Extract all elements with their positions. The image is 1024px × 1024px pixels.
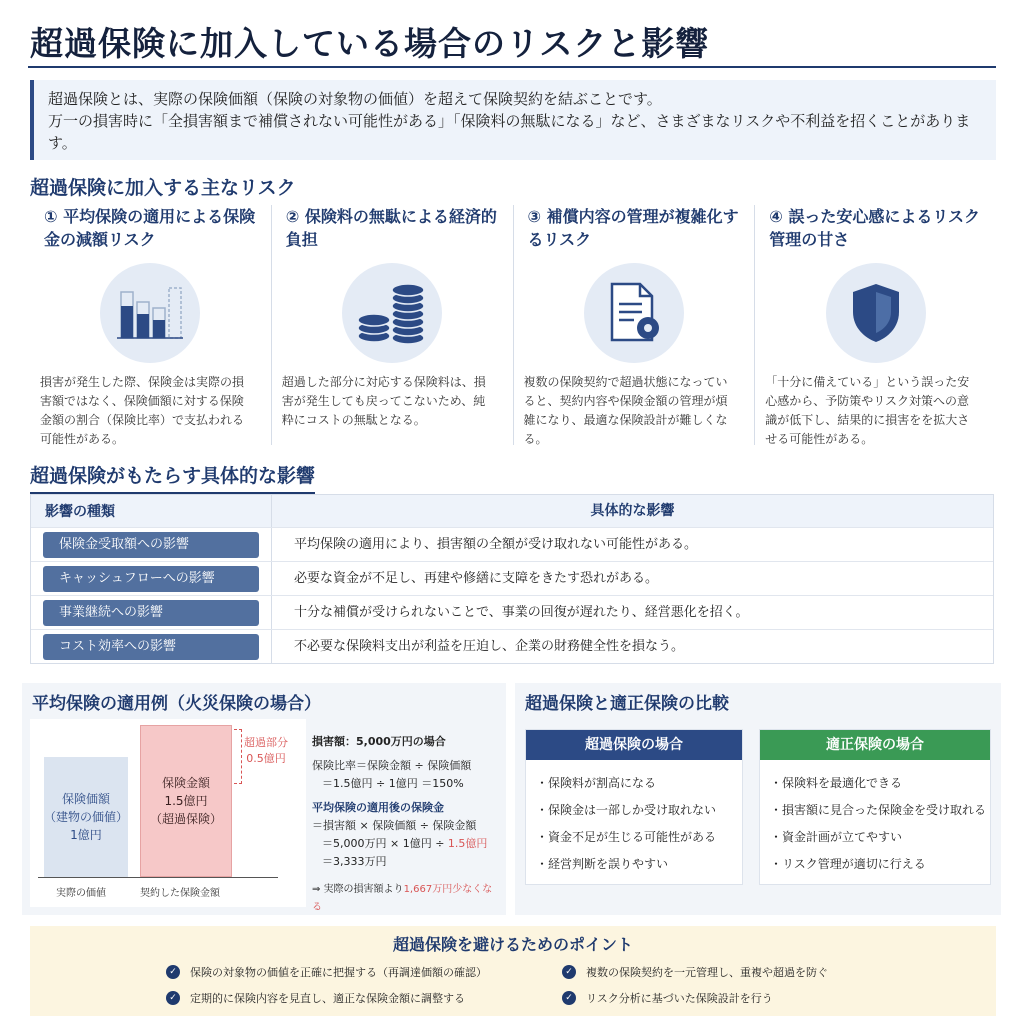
risk-description: 「十分に備えている」という誤った安心感から、予防策やリスク対策への意識が低下し、結果的に損害をを拡大させる可能性がある。 [765, 375, 970, 446]
tip-item: ✓ 複数の保険契約を一元管理し、重複や超過を防ぐ [562, 964, 828, 980]
check-icon: ✓ [166, 991, 180, 1005]
impact-detail: 平均保険の適用により、損害額の全額が受け取れない可能性がある。 [271, 528, 993, 561]
x-label-contract: 契約した保険金額 [140, 888, 220, 899]
risk-description: 超過した部分に対応する保険料は、損害が発生しても戻ってこないため、純粋にコストの無駄となる。 [281, 375, 486, 427]
check-icon: ✓ [562, 965, 576, 979]
x-label-actual: 実際の価値 [56, 888, 106, 899]
contract-bar-value: 1.5億円 [164, 794, 208, 808]
impact-table [30, 494, 994, 664]
actual-bar-label: 保険価額 [61, 792, 110, 806]
tip-item: ✓ 保険の対象物の価値を正確に把握する（再調達価額の確認） [166, 964, 487, 980]
document-gear-icon [584, 263, 684, 363]
tips-box [30, 926, 996, 1016]
tip-item: ✓ リスク分析に基づいた保険設計を行う [562, 990, 773, 1006]
coins-icon [342, 263, 442, 363]
actual-bar-sub: （建物の価値） [44, 810, 129, 824]
after-title: 平均保険の適用後の保険金 [312, 801, 444, 814]
impact-type-label: 事業継続への影響 [43, 600, 259, 626]
list-item: ・損害額に見合った保険金を受け取れる [770, 803, 987, 817]
risk-title: ④ 誤った安心感によるリスク管理の甘さ [769, 207, 981, 249]
comparison-panel [515, 683, 1001, 915]
after-calc: ＝5,000万円 × 1億円 ÷ 1.5億円 [322, 837, 488, 850]
actual-value-bar [44, 757, 128, 877]
check-icon: ✓ [166, 965, 180, 979]
bar-chart-icon [100, 263, 200, 363]
baseline [38, 877, 278, 878]
check-icon: ✓ [562, 991, 576, 1005]
table-row [31, 629, 993, 663]
excess-label [244, 735, 288, 767]
after-result: ＝3,333万円 [322, 855, 387, 868]
contract-bar-label: 保険金額 [161, 776, 210, 790]
list-item: ・資金不足が生じる可能性がある [536, 830, 717, 844]
ratio-result: ＝1.5億円 ÷ 1億円 ＝150% [322, 777, 464, 790]
impact-detail: 十分な補償が受けられないことで、事業の回復が遅れたり、経営悪化を招く。 [271, 596, 993, 629]
list-item: ・リスク管理が適切に行える [770, 857, 926, 871]
over-insurance-card [525, 729, 743, 885]
shield-icon [826, 263, 926, 363]
example-heading: 平均保険の適用例（火災保険の場合） [32, 694, 321, 714]
result-note: ⇒ 実際の損害額より1,667万円少なくなる [312, 884, 493, 913]
column-header-detail: 具体的な影響 [271, 495, 993, 527]
excess-bracket [234, 729, 242, 784]
impact-type-label: キャッシュフローへの影響 [43, 566, 259, 592]
table-row [31, 561, 993, 595]
risk-title: ③ 補償内容の管理が複雑化するリスク [527, 207, 739, 249]
risk-card-3 [514, 205, 756, 445]
impact-type-label: 保険金受取額への影響 [43, 532, 259, 558]
risk-card-2 [272, 205, 514, 445]
excess-title: 超過部分 [244, 736, 288, 749]
impact-detail: 不必要な保険料支出が利益を圧迫し、企業の財務健全性を損なう。 [271, 630, 993, 663]
calculation-block [312, 733, 502, 917]
actual-bar-value: 1億円 [70, 828, 102, 842]
risk-cards [30, 205, 996, 445]
risks-heading: 超過保険に加入する主なリスク [30, 177, 296, 199]
list-item: ・保険料が割高になる [536, 776, 657, 790]
ratio-formula: 保険比率＝保険金額 ÷ 保険価額 [312, 759, 472, 772]
risk-description: 損害が発生した際、保険金は実際の損害額ではなく、保険価額に対する保険金額の割合（保険比率）で支払われる可能性がある。 [40, 375, 245, 446]
tip-item: ✓ 定期的に保険内容を見直し、適正な保険金額に調整する [166, 990, 465, 1006]
list-item: ・保険料を最適化できる [770, 776, 903, 790]
excess-value: 0.5億円 [246, 752, 286, 765]
risk-title: ① 平均保険の適用による保険金の減額リスク [44, 207, 256, 249]
impact-heading: 超過保険がもたらす具体的な影響 [30, 461, 315, 495]
table-row [31, 527, 993, 561]
impact-detail: 必要な資金が不足し、再建や修繕に支障をきたす恐れがある。 [271, 562, 993, 595]
table-row [31, 595, 993, 629]
proper-insurance-card [759, 729, 991, 885]
list-item: ・保険金は一部しか受け取れない [536, 803, 717, 817]
proper-insurance-title: 適正保険の場合 [760, 730, 990, 760]
list-item: ・経営判断を誤りやすい [536, 857, 669, 871]
tips-heading: 超過保険を避けるためのポイント [392, 935, 633, 954]
after-formula: ＝損害額 × 保険価額 ÷ 保険金額 [312, 819, 477, 832]
over-insurance-title: 超過保険の場合 [526, 730, 742, 760]
contract-bar-sub: （超過保険） [149, 812, 222, 826]
intro-line-2: 万一の損害時に「全損害額まで補償されない可能性がある」「保険料の無駄になる」など、さまざまなリスクや不利益を招くことがあります。 [48, 112, 971, 152]
risk-card-4 [755, 205, 996, 445]
impact-type-label: コスト効率への影響 [43, 634, 259, 660]
risk-title: ② 保険料の無駄による経済的負担 [285, 207, 497, 249]
example-panel [22, 683, 506, 915]
title-divider [28, 66, 996, 68]
example-diagram [30, 719, 306, 907]
column-header-type: 影響の種類 [45, 504, 115, 520]
contract-amount-bar [140, 725, 232, 877]
page-title: 超過保険に加入している場合のリスクと影響 [30, 24, 710, 63]
intro-line-1: 超過保険とは、実際の保険価額（保険の対象物の価値）を超えて保険契約を結ぶことです。 [48, 90, 662, 108]
comparison-heading: 超過保険と適正保険の比較 [525, 694, 729, 714]
list-item: ・資金計画が立てやすい [770, 830, 903, 844]
table-header [31, 495, 993, 527]
intro-box [30, 80, 996, 160]
calc-title: 損害額：5,000万円の場合 [312, 735, 446, 748]
risk-description: 複数の保険契約で超過状態になっていると、契約内容や保険金額の管理が煩雑になり、最適な保険設計が難しくなる。 [523, 375, 728, 446]
risk-card-1 [30, 205, 272, 445]
